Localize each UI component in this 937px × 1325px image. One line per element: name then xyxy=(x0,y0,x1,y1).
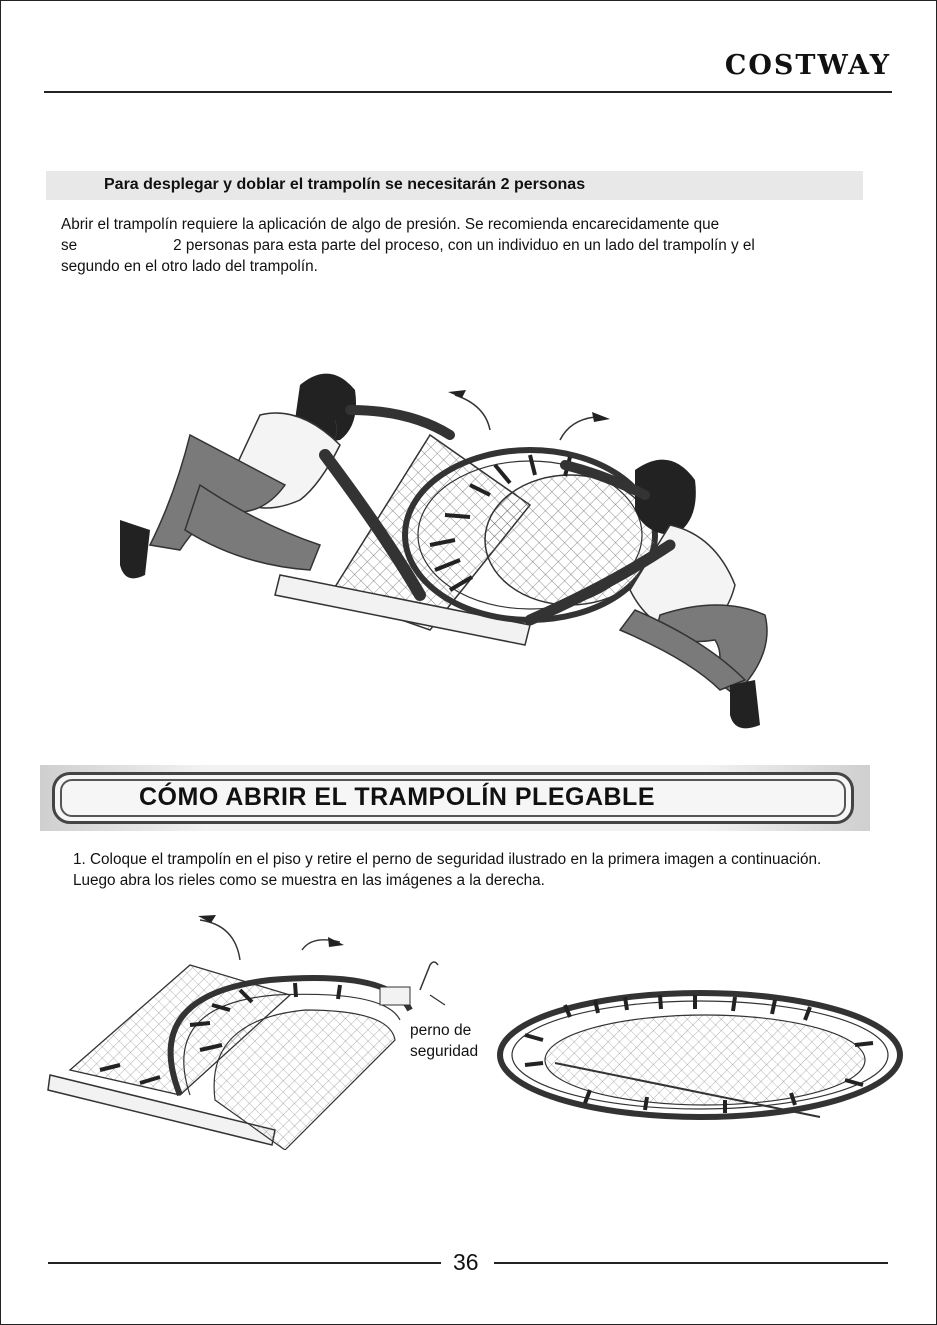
rotate-arrow-icon xyxy=(200,920,240,960)
safety-pin-icon xyxy=(420,962,438,990)
footer-rule-right xyxy=(494,1262,888,1264)
pin-label-line-1: perno de xyxy=(410,1022,472,1039)
intro-line-3: segundo en el otro lado del trampolín. xyxy=(61,258,318,275)
note-text: Para desplegar y doblar el trampolín se necesitarán 2 personas xyxy=(104,176,586,193)
open-trampoline-illustration xyxy=(495,985,915,1135)
page-number: 36 xyxy=(453,1249,479,1275)
intro-line-1: Abrir el trampolín requiere la aplicación de algo de presión. Se recomienda encarecidamente que xyxy=(61,216,720,233)
intro-paragraph xyxy=(61,214,866,277)
header-divider xyxy=(44,91,892,93)
unfolding-people-illustration xyxy=(100,345,800,755)
step-1-text: 1. Coloque el trampolín en el piso y retire el perno de seguridad ilustrado en la primera imagen a continuación. Luego abra los rieles como se muestra en las imágenes a la derecha. xyxy=(73,851,822,889)
intro-line-2 xyxy=(61,235,866,256)
brand-logo: COSTWAY xyxy=(724,50,891,81)
intro-line-2-end: 2 personas para esta parte del proceso, con un individuo en un lado del trampolín y el xyxy=(173,237,755,254)
pin-label-line-2: seguridad xyxy=(410,1043,479,1060)
rotate-arrow-icon xyxy=(455,395,490,430)
note-bar xyxy=(46,171,863,200)
section-title: CÓMO ABRIR EL TRAMPOLÍN PLEGABLE xyxy=(139,783,655,811)
safety-pin-label xyxy=(410,1020,478,1062)
banner-frame xyxy=(52,772,854,824)
intro-line-2-start: se xyxy=(61,237,78,254)
section-banner xyxy=(40,765,870,831)
footer-rule-left xyxy=(48,1262,441,1264)
rotate-arrow-icon xyxy=(560,417,595,440)
